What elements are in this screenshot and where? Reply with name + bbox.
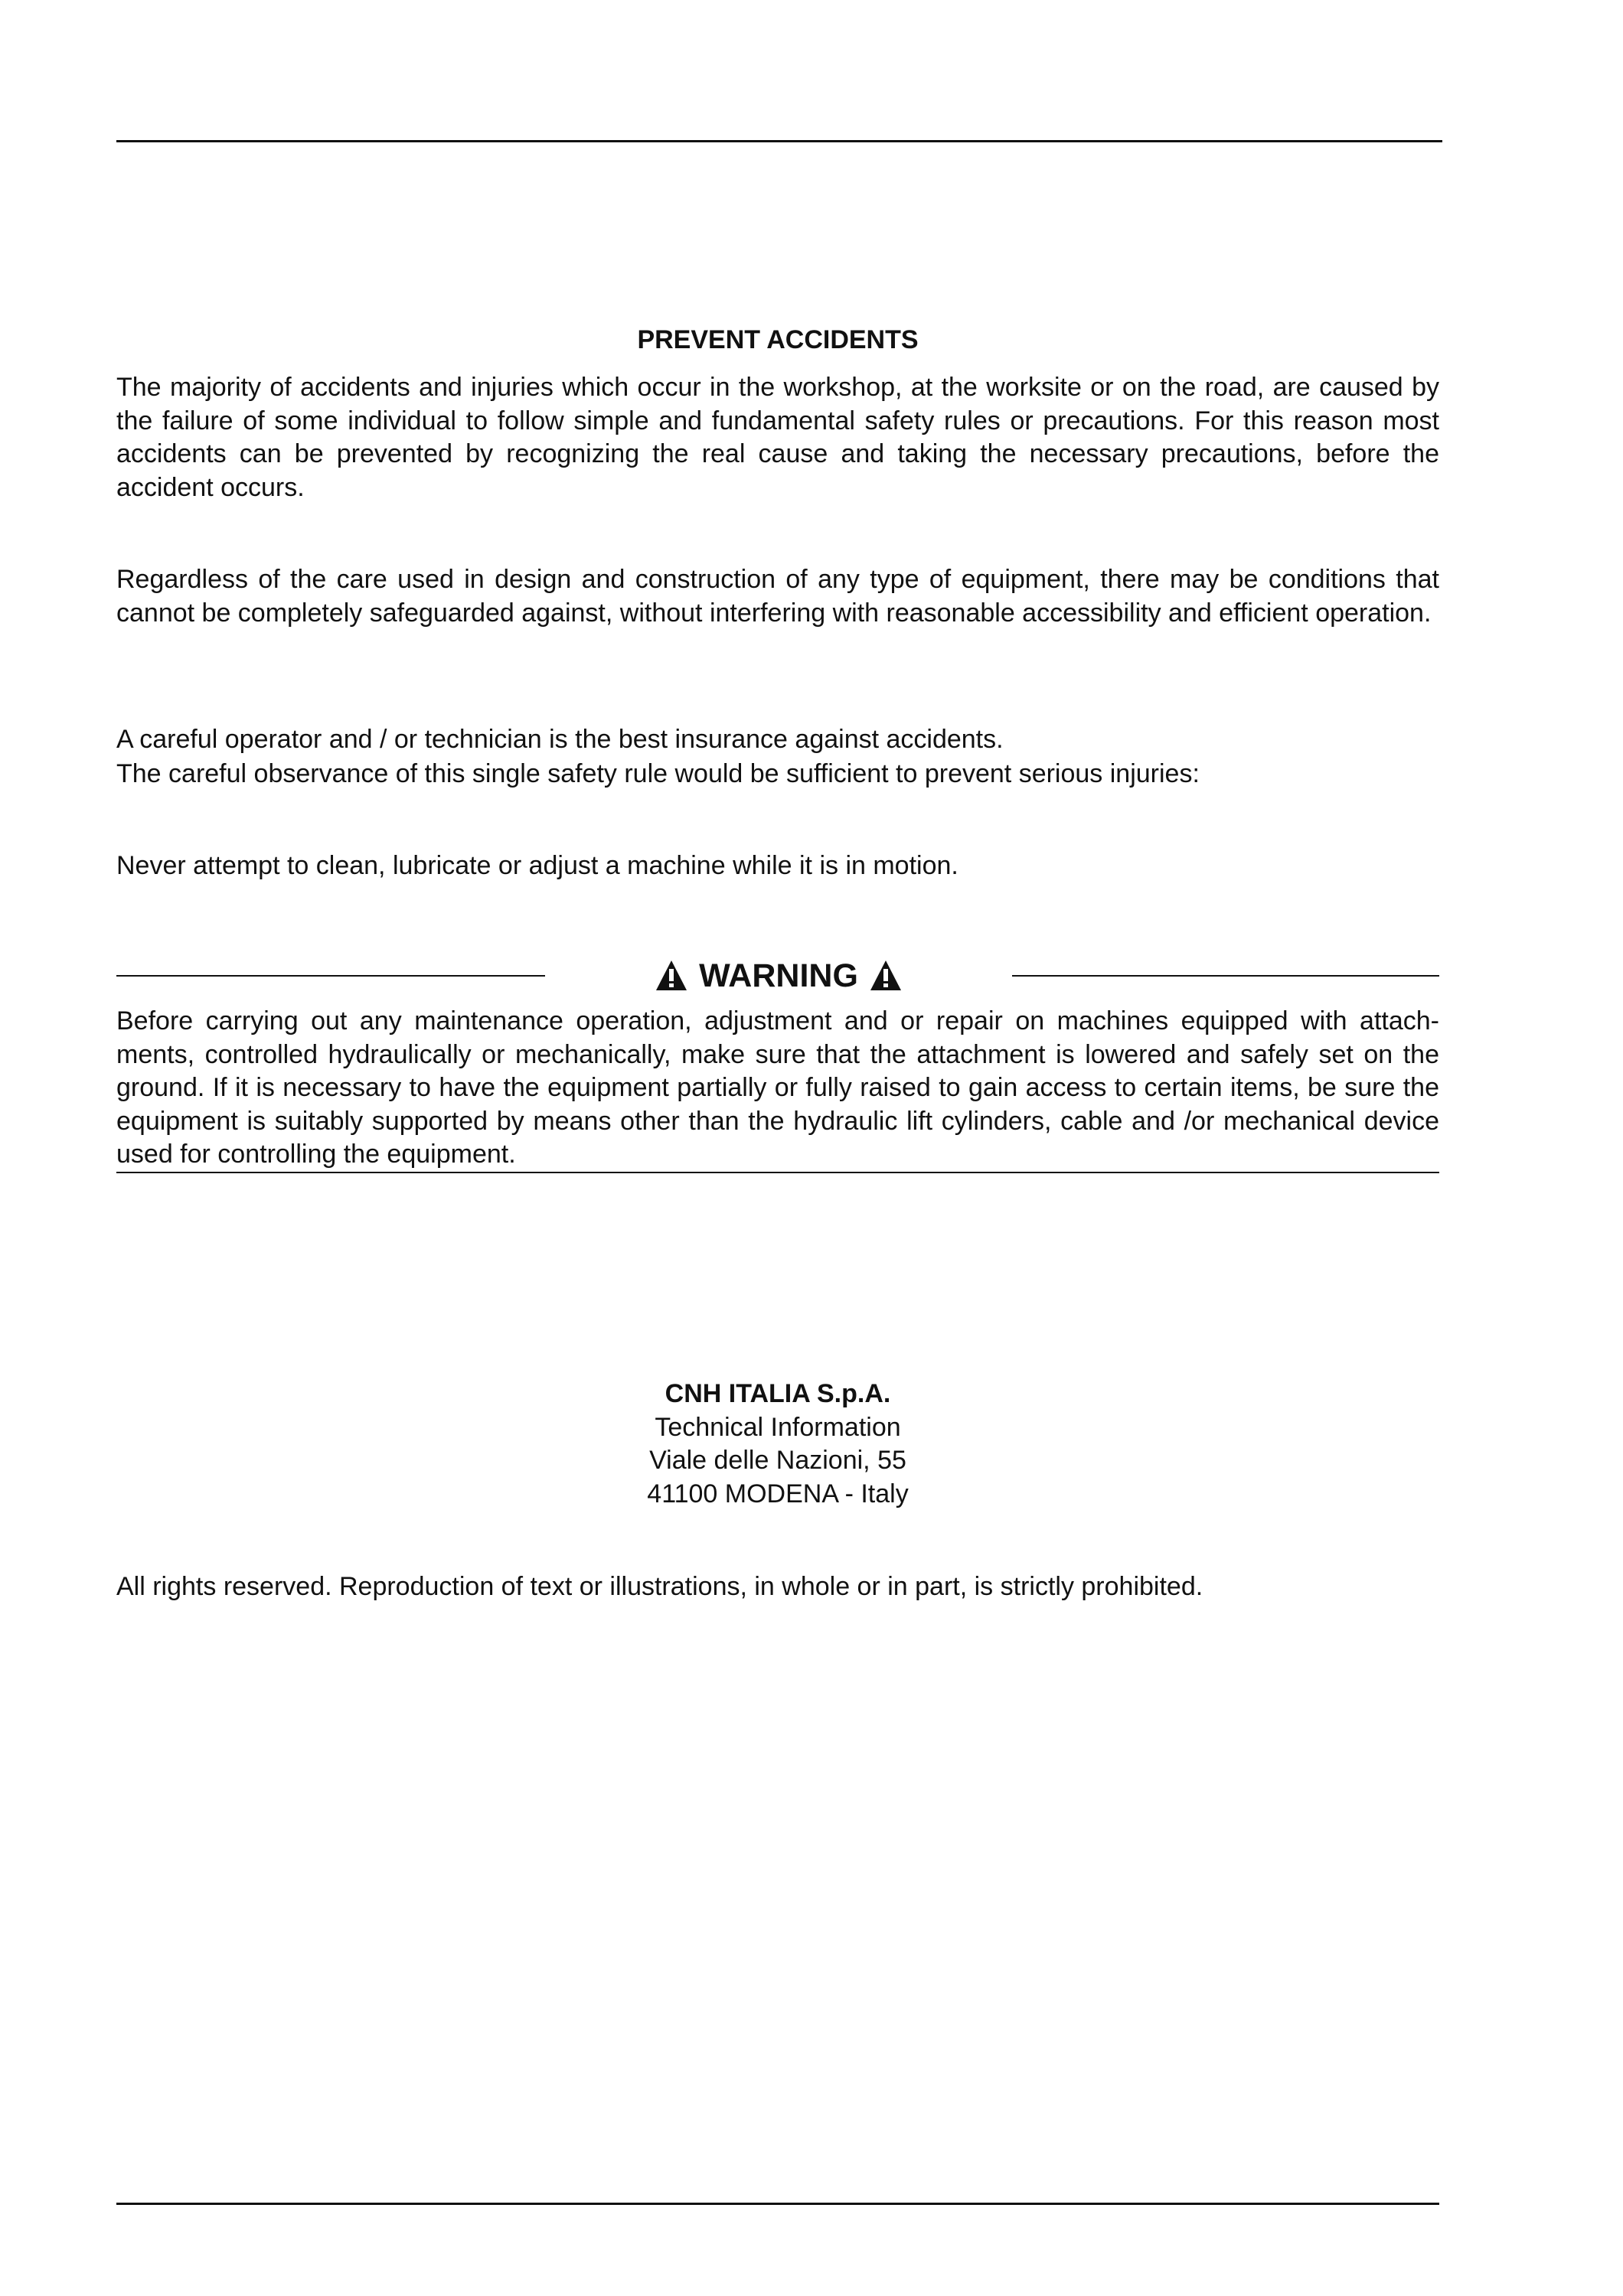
warning-rule-bottom [116,1172,1439,1173]
warning-triangle-icon [655,959,688,993]
warning-rule-right [1012,975,1439,977]
paragraph-careful-operator: A careful operator and / or technician is the best insurance against accidents. [116,725,1004,754]
company-street: Viale delle Nazioni, 55 [649,1446,906,1475]
warning-heading [545,955,1012,996]
paragraph-safety-rule: The careful observance of this single safety rule would be sufficient to prevent serious injuries: [116,759,1200,788]
warning-label: WARNING [699,957,858,994]
company-name: CNH ITALIA S.p.A. [665,1379,891,1408]
bottom-rule [116,2203,1439,2205]
company-city: 41100 MODENA - Italy [647,1479,909,1508]
page-title: PREVENT ACCIDENTS [637,325,919,354]
paragraph-never-attempt: Never attempt to clean, lubricate or adjust a machine while it is in motion. [116,851,958,880]
top-rule [116,140,1442,142]
paragraph-accidents-intro: The majority of accidents and injuries which occur in the workshop, at the worksite or on the road, are caused by the failure of some individual to follow simple and fundamental safety rules or precautions. For this reason most accidents can be prevented by recognizing the real cause and taking the necessary precautions, before the accident occurs. [116,373,1439,502]
paragraph-equipment-conditions: Regardless of the care used in design and construction of any type of equipment, there may be conditions that cannot be completely safeguarded against, without interfering with reasonable accessibility and efficient operation. [116,565,1439,628]
warning-rule-left [116,975,545,977]
rights-notice: All rights reserved. Reproduction of text or illustrations, in whole or in part, is strictly prohibited. [116,1572,1203,1601]
company-address [116,1378,1439,1511]
warning-triangle-icon [869,959,903,993]
warning-text: Before carrying out any maintenance operation, adjustment and or repair on machines equipped with attach-ments, controlled hydraulically or mechanically, make sure that the attachment is lowered and safely set on the ground. If it is necessary to have the equipment partially or fully raised to gain access to certain items, be sure the equipment is suitably supported by means other than the hydraulic lift cylinders, cable and /or mechanical device used for controlling the equipment. [116,1006,1439,1169]
company-department: Technical Information [655,1412,901,1442]
